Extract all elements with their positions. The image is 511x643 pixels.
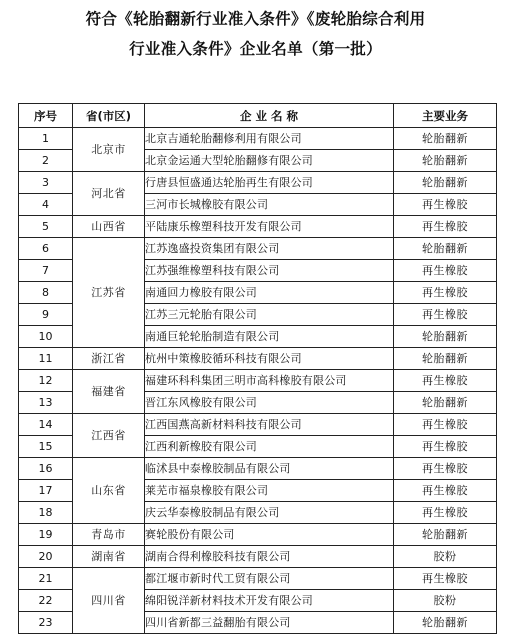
row-business: 再生橡胶 bbox=[394, 260, 497, 282]
table-row bbox=[19, 458, 497, 480]
row-company: 湖南合得利橡胶科技有限公司 bbox=[145, 546, 394, 568]
row-business: 胶粉 bbox=[394, 546, 497, 568]
row-province: 山西省 bbox=[73, 216, 145, 238]
row-company: 江苏三元轮胎有限公司 bbox=[145, 304, 394, 326]
row-business: 胶粉 bbox=[394, 590, 497, 612]
row-business: 轮胎翻新 bbox=[394, 392, 497, 414]
row-company: 行唐县恒盛通达轮胎再生有限公司 bbox=[145, 172, 394, 194]
row-province: 江西省 bbox=[73, 414, 145, 458]
row-business: 再生橡胶 bbox=[394, 568, 497, 590]
row-province: 山东省 bbox=[73, 458, 145, 524]
row-business: 再生橡胶 bbox=[394, 414, 497, 436]
row-seq: 8 bbox=[19, 282, 73, 304]
row-seq: 20 bbox=[19, 546, 73, 568]
row-company: 南通回力橡胶有限公司 bbox=[145, 282, 394, 304]
table-row bbox=[19, 524, 497, 546]
enterprise-list-table bbox=[18, 103, 497, 634]
table-header-row bbox=[19, 104, 497, 128]
row-business: 轮胎翻新 bbox=[394, 524, 497, 546]
row-company: 临沭县中泰橡胶制品有限公司 bbox=[145, 458, 394, 480]
table-row bbox=[19, 370, 497, 392]
row-business: 轮胎翻新 bbox=[394, 172, 497, 194]
row-company: 庆云华泰橡胶制品有限公司 bbox=[145, 502, 394, 524]
table-body bbox=[19, 128, 497, 634]
row-province: 江苏省 bbox=[73, 238, 145, 348]
row-company: 赛轮股份有限公司 bbox=[145, 524, 394, 546]
row-business: 轮胎翻新 bbox=[394, 348, 497, 370]
row-business: 轮胎翻新 bbox=[394, 238, 497, 260]
row-business: 再生橡胶 bbox=[394, 304, 497, 326]
row-seq: 10 bbox=[19, 326, 73, 348]
row-province: 福建省 bbox=[73, 370, 145, 414]
row-seq: 22 bbox=[19, 590, 73, 612]
row-company: 江西国燕高新材料科技有限公司 bbox=[145, 414, 394, 436]
row-seq: 1 bbox=[19, 128, 73, 150]
row-company: 江苏逸盛投资集团有限公司 bbox=[145, 238, 394, 260]
row-seq: 16 bbox=[19, 458, 73, 480]
row-seq: 4 bbox=[19, 194, 73, 216]
row-company: 北京吉通轮胎翻修利用有限公司 bbox=[145, 128, 394, 150]
row-province: 北京市 bbox=[73, 128, 145, 172]
row-company: 莱芜市福泉橡胶有限公司 bbox=[145, 480, 394, 502]
row-business: 轮胎翻新 bbox=[394, 612, 497, 634]
header-seq: 序号 bbox=[19, 104, 73, 128]
row-seq: 9 bbox=[19, 304, 73, 326]
document-title-line-2: 行业准入条件》企业名单（第一批） bbox=[129, 40, 382, 58]
table-row bbox=[19, 216, 497, 238]
row-business: 再生橡胶 bbox=[394, 480, 497, 502]
row-seq: 15 bbox=[19, 436, 73, 458]
row-seq: 7 bbox=[19, 260, 73, 282]
row-business: 再生橡胶 bbox=[394, 436, 497, 458]
row-seq: 3 bbox=[19, 172, 73, 194]
row-business: 再生橡胶 bbox=[394, 502, 497, 524]
table-row bbox=[19, 546, 497, 568]
table-row bbox=[19, 414, 497, 436]
row-business: 再生橡胶 bbox=[394, 194, 497, 216]
row-business: 再生橡胶 bbox=[394, 216, 497, 238]
row-company: 都江堰市新时代工贸有限公司 bbox=[145, 568, 394, 590]
row-seq: 5 bbox=[19, 216, 73, 238]
table-row bbox=[19, 128, 497, 150]
row-business: 轮胎翻新 bbox=[394, 326, 497, 348]
row-company: 晋江东风橡胶有限公司 bbox=[145, 392, 394, 414]
row-seq: 23 bbox=[19, 612, 73, 634]
row-seq: 19 bbox=[19, 524, 73, 546]
row-company: 南通巨轮轮胎制造有限公司 bbox=[145, 326, 394, 348]
row-business: 再生橡胶 bbox=[394, 370, 497, 392]
table-row bbox=[19, 172, 497, 194]
row-province: 河北省 bbox=[73, 172, 145, 216]
row-seq: 18 bbox=[19, 502, 73, 524]
row-company: 四川省新都三益翻胎有限公司 bbox=[145, 612, 394, 634]
row-company: 绵阳锐洋新材料技术开发有限公司 bbox=[145, 590, 394, 612]
header-business: 主要业务 bbox=[394, 104, 497, 128]
row-seq: 11 bbox=[19, 348, 73, 370]
document-title-line-1: 符合《轮胎翻新行业准入条件》《废轮胎综合利用 bbox=[85, 10, 426, 28]
row-company: 福建环科科集团三明市高科橡胶有限公司 bbox=[145, 370, 394, 392]
header-company: 企 业 名 称 bbox=[145, 104, 394, 128]
row-seq: 17 bbox=[19, 480, 73, 502]
row-company: 江苏强维橡塑科技有限公司 bbox=[145, 260, 394, 282]
row-business: 再生橡胶 bbox=[394, 458, 497, 480]
row-seq: 12 bbox=[19, 370, 73, 392]
row-seq: 6 bbox=[19, 238, 73, 260]
row-seq: 21 bbox=[19, 568, 73, 590]
row-province: 湖南省 bbox=[73, 546, 145, 568]
row-province: 浙江省 bbox=[73, 348, 145, 370]
table-row bbox=[19, 348, 497, 370]
row-seq: 14 bbox=[19, 414, 73, 436]
row-company: 三河市长城橡胶有限公司 bbox=[145, 194, 394, 216]
row-company: 北京金运通大型轮胎翻修有限公司 bbox=[145, 150, 394, 172]
row-company: 平陆康乐橡塑科技开发有限公司 bbox=[145, 216, 394, 238]
table-row bbox=[19, 568, 497, 590]
row-business: 轮胎翻新 bbox=[394, 128, 497, 150]
header-province: 省(市区) bbox=[73, 104, 145, 128]
row-company: 杭州中策橡胶循环科技有限公司 bbox=[145, 348, 394, 370]
row-seq: 2 bbox=[19, 150, 73, 172]
row-seq: 13 bbox=[19, 392, 73, 414]
row-business: 轮胎翻新 bbox=[394, 150, 497, 172]
row-province: 四川省 bbox=[73, 568, 145, 634]
table-row bbox=[19, 238, 497, 260]
row-province: 青岛市 bbox=[73, 524, 145, 546]
row-company: 江西利新橡胶有限公司 bbox=[145, 436, 394, 458]
row-business: 再生橡胶 bbox=[394, 282, 497, 304]
